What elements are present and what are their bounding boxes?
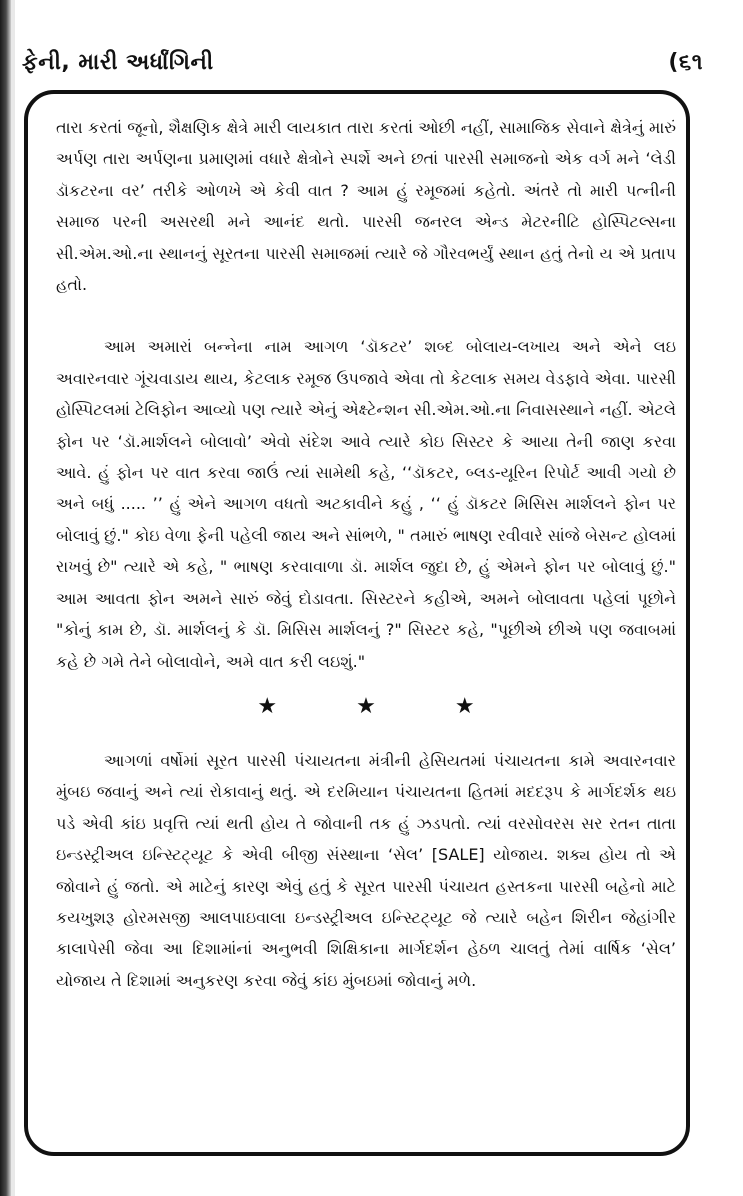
page-number: (૬૧	[668, 49, 703, 75]
book-spine-edge	[0, 0, 11, 1196]
chapter-title: ફેની, મારી અર્ધાંગિની	[22, 49, 214, 75]
paragraph-3: આગળાં વર્ષોમાં સૂરત પારસી પંચાયતના મંત્રીની હેસિયતમાં પંચાયતના કામે અવારનવાર મુંબઇ જવાનું અને ત્યાં રોકાવાનું થતું. એ દરમિયાન પંચાયતના હિતમાં મદદરૂપ કે માર્ગદર્શક થઇ પડે એવી કાંઇ પ્રવૃત્તિ ત્યાં થતી હોય તે જોવાની તક હું ઝડપતો. ત્યાં વરસોવરસ સર રતન તાતા ઇન્ડસ્ટ્રીઅલ ઇન્સ્ટિટ્યૂટ કે એવી બીજી સંસ્થાના ‘સેલ’ [SALE] યોજાય. શક્ય હોય તો એ જોવાને હું જતો. એ માટેનું કારણ એવું હતું કે સૂરત પારસી પંચાયત હસ્તકના પારસી બહેનો માટે કયખુશરૂ હોરમસજી આલપાઇવાલા ઇન્ડસ્ટ્રીઅલ ઇન્સ્ટિટ્યૂટ જે ત્યારે બહેન શિરીન જેહાંગીર કાલાપેસી જેવા આ દિશામાંનાં અનુભવી શિક્ષિકાના માર્ગદર્શન હેઠળ ચાલતું તેમાં વાર્ષિક ‘સેલ’ યોજાય તે દિશામાં અનુકરણ કરવા જેવું કાંઇ મુંબઇમાં જોવાનું મળે.	[56, 750, 676, 990]
page-body	[56, 112, 676, 996]
paragraph-gap	[56, 300, 676, 331]
page-gutter	[11, 0, 15, 1196]
paragraph-2: આમ અમારાં બન્નેના નામ આગળ ‘ડૉકટર’ શબ્દ બોલાય-લખાય અને એને લઇ અવારનવાર ગૂંચવાડાય થાય, કેટલાક રમૂજ ઉપજાવે એવા તો કેટલાક સમય વેડફાવે એવા. પારસી હોસ્પિટલમાં ટેલિફોન આવ્યો પણ ત્યારે એનું એક્ષ્ટેન્શન સી.એમ.ઓ.ના નિવાસસ્થાને નહીં. એટલે ફોન પર ‘ડૉ.માર્શલને બોલાવો’ એવો સંદેશ આવે ત્યારે કોઇ સિસ્ટર કે આયા તેની જાણ કરવા આવે. હું ફોન પર વાત કરવા જાઉં ત્યાં સામેથી કહે, ‘‘ડૉકટર, બ્લડ-યૂરિન રિપોર્ટ આવી ગયો છે અને બધું ..... ’’ હું એને આગળ વધતો અટકાવીને કહું , ‘‘ હું ડૉકટર મિસિસ માર્શલને ફોન પર બોલાવું છું." કોઇ વેળા ફેની પહેલી જાય અને સાંભળે, " તમારું ભાષણ રવીવારે સાંજે બેસન્ટ હોલમાં રાખવું છે" ત્યારે એ કહે, " ભાષણ કરવાવાળા ડૉ. માર્શલ જુદા છે, હું એમને ફોન પર બોલાવું છું." આમ આવતા ફોન અમને સારું જેવું દોડાવતા. સિસ્ટરને કહીએ, અમને બોલાવતા પહેલાં પૂછોને "કોનું કામ છે, ડૉ. માર્શલનું કે ડૉ. મિસિસ માર્શલનું ?" સિસ્ટર કહે, "પૂછીએ છીએ પણ જવાબમાં કહે છે ગમે તેને બોલાવોને, અમે વાત કરી લઇશું."	[56, 337, 676, 671]
running-head	[22, 44, 703, 80]
paragraph-1: તારા કરતાં જૂનો, શૈક્ષણિક ક્ષેત્રે મારી લાયકાત તારા કરતાં ઓછી નહીં, સામાજિક સેવાને ક્ષેત્રેનું મારું અર્પણ તારા અર્પણના પ્રમાણમાં વધારે ક્ષેત્રોને સ્પર્શે અને છતાં પારસી સમાજનો એક વર્ગ મને ‘લેડી ડૉકટરના વર’ તરીકે ઓળખે એ કેવી વાત ? આમ હું રમૂજમાં કહેતો. અંતરે તો મારી પત્નીની સમાજ પરની અસરથી મને આનંદ થતો. પારસી જનરલ એન્ડ મેટરનીટિ હોસ્પિટલ્સના સી.એમ.ઓ.ના સ્થાનનું સૂરતના પારસી સમાજમાં ત્યારે જે ગૌરવભર્યું સ્થાન હતું તેનો ય એ પ્રતાપ હતો.	[56, 118, 676, 295]
section-separator-stars: ★ ★ ★	[257, 693, 511, 719]
